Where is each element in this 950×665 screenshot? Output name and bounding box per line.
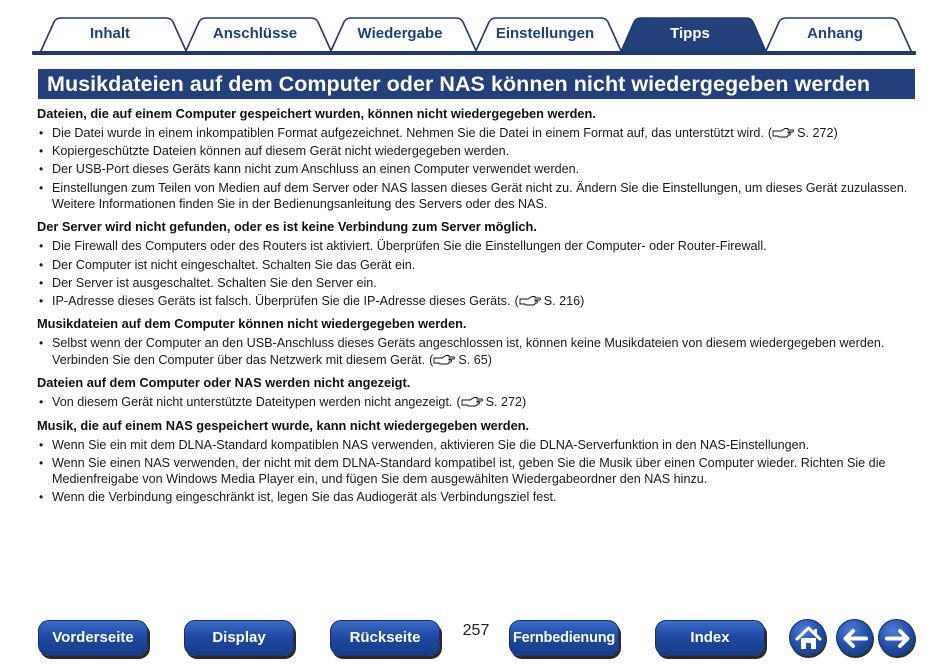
list-item [37, 437, 912, 453]
list-item-text: Der Server ist ausgeschaltet. Schalten Sie den Server ein. [52, 275, 377, 290]
previous-page-button[interactable] [836, 619, 873, 656]
pointing-hand-icon [433, 354, 455, 365]
page-reference-link[interactable]: ( S. 272) [456, 395, 527, 410]
list-item [37, 180, 912, 213]
tab-label: Einstellungen [495, 25, 595, 42]
list-item-text: Der Computer ist nicht eingeschaltet. Schalten Sie das Gerät ein. [52, 257, 416, 272]
list-item-text: Wenn Sie einen NAS verwenden, der nicht mit dem DLNA-Standard kompatibel ist, geben Sie die Musik über einen Computer wieder. Richten Sie die Medienfreigabe von Windows Media Player ein, und fügen Sie dem ausgewählten Wiedergabeordner den NAS hinzu. [52, 455, 886, 487]
section-heading: Dateien auf dem Computer oder NAS werden nicht angezeigt. [37, 374, 411, 390]
bullet-list [37, 335, 912, 368]
tab-label: Wiedergabe [357, 25, 443, 42]
page-reference-link[interactable]: ( S. 272) [767, 126, 838, 141]
list-item-text: Einstellungen zum Teilen von Medien auf dem Server oder NAS lassen dieses Gerät nicht zu. Ändern Sie die Einstellungen, um dieses Gerät zuzulassen. Weitere Informationen finden Sie in der Bedienungsanleitung des Servers oder des NAS. [52, 180, 908, 211]
list-item [37, 125, 912, 141]
front-page-button[interactable]: Vorderseite [38, 620, 148, 656]
list-item [37, 335, 912, 368]
tab-label: Anhang [807, 25, 863, 42]
page-reference-link[interactable]: ( S. 216) [514, 293, 585, 308]
bullet-list [37, 437, 912, 506]
list-item [37, 143, 912, 159]
arrow-left-icon [837, 620, 874, 657]
bullet-list [37, 238, 912, 309]
list-item-text: Der USB-Port dieses Geräts kann nicht zum Anschluss an einen Computer verwendet werden. [52, 162, 580, 177]
tab-label: Tipps [670, 25, 710, 42]
tabs-divider [32, 51, 916, 55]
remote-control-button[interactable]: Fernbedienung [509, 620, 619, 656]
display-button[interactable]: Display [184, 620, 294, 656]
tab-label: Inhalt [90, 25, 130, 42]
list-item [37, 257, 912, 273]
tab-inhalt[interactable] [40, 18, 180, 53]
list-item [37, 238, 912, 254]
next-page-button[interactable] [878, 619, 915, 656]
list-item [37, 455, 912, 488]
arrow-right-icon [879, 620, 916, 657]
troubleshooting-content [37, 106, 912, 507]
bullet-list [37, 125, 912, 212]
pointing-hand-icon [772, 127, 794, 138]
section-heading: Dateien, die auf einem Computer gespeichert wurden, können nicht wiedergegeben werden. [37, 106, 596, 121]
list-item-text: Von diesem Gerät nicht unterstützte Dateitypen werden nicht angezeigt. [52, 395, 453, 410]
page-reference: S. 65) [458, 352, 492, 367]
section-heading: Musik, die auf einem NAS gespeichert wurde, kann nicht wiedergegeben werden. [37, 417, 530, 433]
home-icon [790, 620, 827, 657]
page-title: Musikdateien auf dem Computer oder NAS können nicht wiedergegeben werden [38, 69, 915, 99]
tab-label: Anschlüsse [212, 25, 298, 42]
page-reference: S. 216) [543, 293, 585, 308]
pointing-hand-icon [461, 396, 483, 407]
list-item [37, 161, 912, 177]
chapter-tabs [32, 16, 916, 56]
pointing-hand-icon [519, 295, 541, 306]
list-item-text: IP-Adresse dieses Geräts ist falsch. Überprüfen Sie die IP-Adresse dieses Geräts. [52, 293, 511, 308]
page-reference: S. 272) [797, 126, 838, 141]
list-item [37, 394, 912, 410]
list-item-text: Wenn Sie ein mit dem DLNA-Standard kompatiblen NAS verwenden, aktivieren Sie die DLNA-Serverfunktion in den NAS-Einstellungen. [52, 437, 810, 452]
section-heading: Der Server wird nicht gefunden, oder es ist keine Verbindung zum Server möglich. [37, 219, 537, 235]
section-heading: Musikdateien auf dem Computer können nicht wiedergegeben werden. [37, 316, 467, 332]
page-reference: S. 272) [485, 395, 527, 410]
tab-anschluesse[interactable] [185, 18, 325, 53]
tab-einstellungen[interactable] [475, 18, 615, 53]
tab-anhang[interactable] [765, 18, 905, 53]
list-item-text: Selbst wenn der Computer an den USB-Anschluss dieses Geräts angeschlossen ist, können keine Musikdateien von diesem wiedergegeben werden. Verbinden Sie den Computer über das Netzwerk mit diesem Gerät. [52, 336, 885, 367]
home-button[interactable] [789, 619, 826, 656]
list-item-text: Kopiergeschützte Dateien können auf diesem Gerät nicht wiedergegeben werden. [52, 144, 510, 159]
tab-wiedergabe[interactable] [330, 18, 470, 53]
back-panel-button[interactable]: Rückseite [330, 620, 440, 656]
list-item-text: Die Firewall des Computers oder des Routers ist aktiviert. Überprüfen Sie die Einstellungen der Computer- oder Router-Firewall. [52, 239, 767, 254]
list-item [37, 489, 912, 505]
tab-tipps[interactable] [620, 18, 760, 53]
list-item [37, 293, 912, 309]
page-number: 257 [462, 622, 490, 639]
list-item [37, 275, 912, 291]
page-reference-link[interactable]: ( S. 65) [429, 352, 492, 367]
bottom-navigation [0, 612, 950, 662]
list-item-text: Wenn die Verbindung eingeschränkt ist, legen Sie das Audiogerät als Verbindungsziel fest. [52, 490, 557, 505]
bullet-list [37, 394, 912, 410]
list-item-text: Die Datei wurde in einem inkompatiblen Format aufgezeichnet. Nehmen Sie die Datei in einem Format auf, das unterstützt wird. [52, 126, 764, 141]
index-button[interactable]: Index [655, 620, 765, 656]
